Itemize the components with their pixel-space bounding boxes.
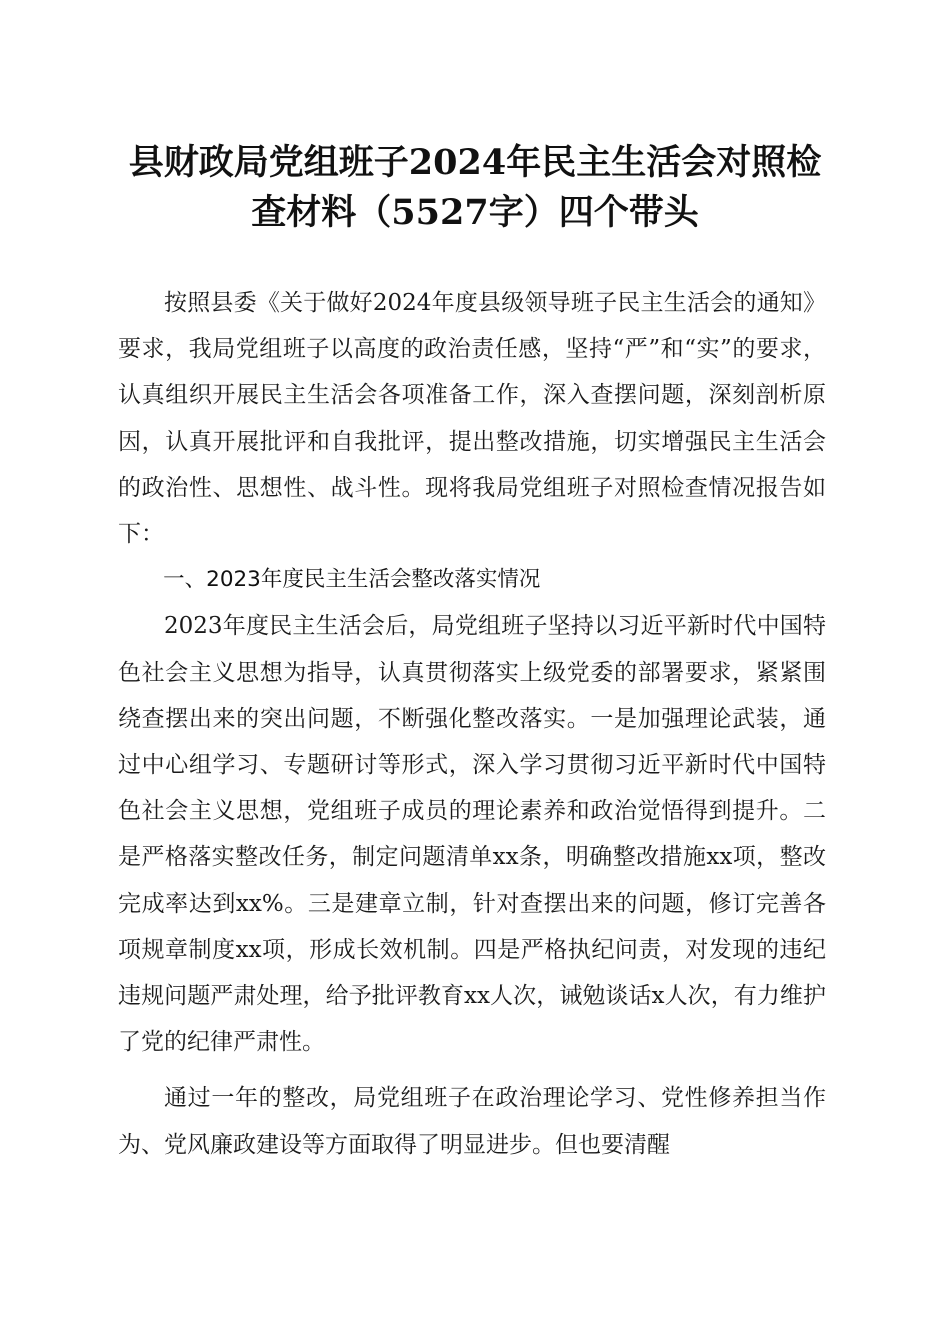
document-body xyxy=(118,280,826,1168)
document-title xyxy=(110,138,840,238)
section-heading-1: 一、2023年度民主生活会整改落实情况 xyxy=(163,567,541,593)
paragraph-gap xyxy=(118,1065,826,1075)
title-line-1: 县财政局党组班子2024年民主生活会对照检 xyxy=(128,142,822,183)
section-1-paragraph-1: 2023年度民主生活会后，局党组班子坚持以习近平新时代中国特色社会主义思想为指导，认真贯彻落实上级党委的部署要求，紧紧围绕查摆出来的突出问题，不断强化整改落实。一是加强理论武装，通过中心组学习、专题研讨等形式，深入学习贯彻习近平新时代中国特色社会主义思想，党组班子成员的理论素养和政治觉悟得到提升。二是严格落实整改任务，制定问题清单xx条，明确整改措施xx项，整改完成率达到xx%。三是建章立制，针对查摆出来的问题，修订完善各项规章制度xx项，形成长效机制。四是严格执纪问责，对发现的违纪违规问题严肃处理，给予批评教育xx人次，诫勉谈话x人次，有力维护了党的纪律严肃性。 xyxy=(118,613,826,1056)
section-1-paragraph-2: 通过一年的整改，局党组班子在政治理论学习、党性修养担当作为、党风廉政建设等方面取得了明显进步。但也要清醒 xyxy=(118,1085,826,1158)
intro-paragraph: 按照县委《关于做好2024年度县级领导班子民主生活会的通知》要求，我局党组班子以高度的政治责任感，坚持“严”和“实”的要求，认真组织开展民主生活会各项准备工作，深入查摆问题，深刻剖析原因，认真开展批评和自我批评，提出整改措施，切实增强民主生活会的政治性、思想性、战斗性。现将我局党组班子对照检查情况报告如下： xyxy=(118,290,826,548)
title-line-2: 查材料（5527字）四个带头 xyxy=(251,192,699,233)
